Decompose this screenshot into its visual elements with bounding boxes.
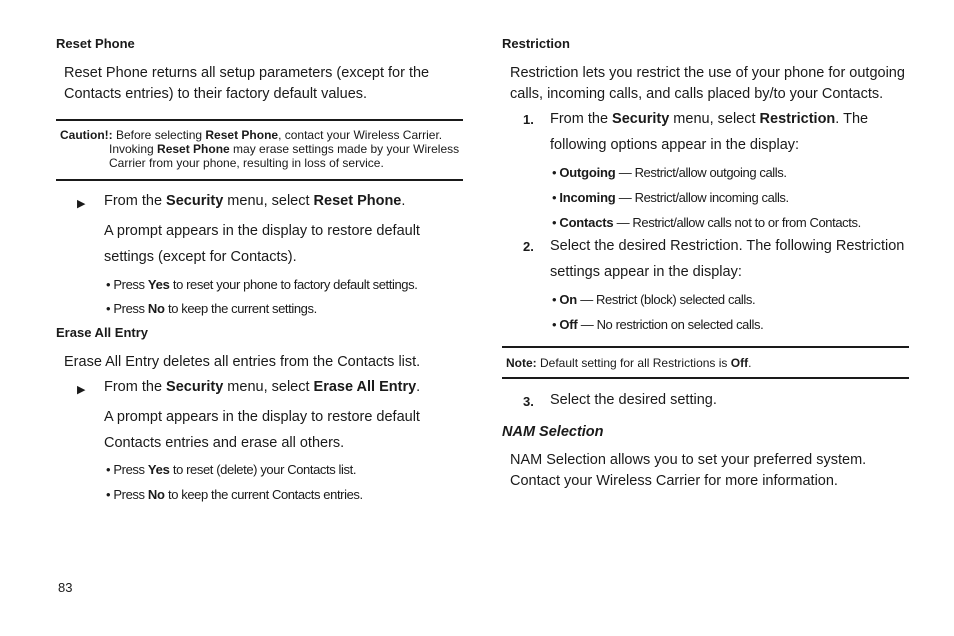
restriction-step-1: [550, 106, 908, 158]
option-text: — Restrict/allow calls not to or from Contacts.: [613, 215, 861, 230]
list-item: • Incoming — Restrict/allow incoming calls.: [552, 190, 789, 205]
triangle-bullet-icon: ▶: [77, 384, 86, 396]
menu-security: Security: [166, 379, 224, 395]
restriction-step-3: Select the desired setting.: [550, 392, 717, 408]
option-incoming: Incoming: [559, 190, 616, 205]
menu-security: Security: [166, 193, 224, 209]
caution-text: Before selecting: [116, 128, 206, 142]
step-text: menu, select: [223, 193, 314, 209]
menu-reset-phone: Reset Phone: [313, 193, 402, 209]
nam-intro: NAM Selection allows you to set your preferred system. Contact your Wireless Carrier for more information.: [510, 452, 867, 489]
step-text: From the: [104, 379, 167, 395]
page-number: 83: [58, 580, 73, 595]
note-bottom-rule: [502, 377, 909, 379]
key-no: No: [147, 487, 165, 502]
step-text: From the: [104, 193, 167, 209]
restriction-intro: Restriction lets you restrict the use of your phone for outgoing calls, incoming calls, and calls placed by/to your Contacts.: [510, 65, 905, 102]
step-number: 1.: [523, 112, 534, 127]
caution-text: , contact your Wireless Carrier.: [278, 128, 443, 142]
section-heading-reset-phone: Reset Phone: [56, 36, 135, 51]
step-text: .: [401, 193, 406, 209]
bullet-text: to keep the current Contacts entries.: [164, 487, 363, 502]
step-number: 3.: [523, 394, 534, 409]
reset-phone-prompt: A prompt appears in the display to restore default settings (except for Contacts).: [104, 223, 420, 265]
bullet-text: Press: [113, 301, 148, 316]
erase-all-prompt: A prompt appears in the display to restore default Contacts entries and erase all others.: [104, 409, 420, 451]
list-item: • On — Restrict (block) selected calls.: [552, 292, 756, 307]
bullet-text: Press: [113, 462, 148, 477]
bullet-text: Press: [113, 277, 148, 292]
step-text: . The following options appear in the display:: [550, 111, 869, 153]
step-text: From the: [550, 111, 613, 127]
note-text: .: [748, 356, 752, 370]
note-box: [506, 356, 751, 370]
list-item: • Outgoing — Restrict/allow outgoing calls.: [552, 165, 787, 180]
caution-text: Invoking: [109, 142, 158, 156]
step-text: menu, select: [223, 379, 314, 395]
list-item: • Press No to keep the current Contacts entries.: [106, 487, 363, 502]
caution-text: may erase settings made by your Wireless: [229, 142, 460, 156]
list-item: • Off — No restriction on selected calls.: [552, 317, 764, 332]
bullet-text: to reset (delete) your Contacts list.: [169, 462, 357, 477]
option-outgoing: Outgoing: [559, 165, 616, 180]
note-top-rule: [502, 346, 909, 348]
key-yes: Yes: [147, 277, 170, 292]
reset-phone-step: [104, 193, 405, 209]
caution-bottom-rule: [56, 179, 463, 181]
section-heading-erase-all: Erase All Entry: [56, 325, 149, 340]
menu-security: Security: [612, 111, 670, 127]
list-item: • Press Yes to reset your phone to factory default settings.: [106, 277, 418, 292]
caution-bold: Reset Phone: [205, 128, 279, 142]
list-item: • Press No to keep the current settings.: [106, 301, 317, 316]
option-contacts: Contacts: [559, 215, 614, 230]
setting-text: — No restriction on selected calls.: [577, 317, 764, 332]
caution-top-rule: [56, 119, 463, 121]
erase-all-step: [104, 379, 420, 395]
step-text: .: [416, 379, 421, 395]
key-no: No: [147, 301, 165, 316]
section-heading-nam: NAM Selection: [502, 424, 604, 440]
menu-erase-all: Erase All Entry: [313, 379, 417, 395]
setting-on: On: [559, 292, 578, 307]
caution-bold: Reset Phone: [157, 142, 230, 156]
section-heading-restriction: Restriction: [502, 36, 570, 51]
note-label: Note:: [506, 356, 537, 370]
caution-box: [60, 128, 459, 170]
list-item: • Press Yes to reset (delete) your Contacts list.: [106, 462, 357, 477]
triangle-bullet-icon: ▶: [77, 198, 86, 210]
erase-all-intro: Erase All Entry deletes all entries from the Contacts list.: [64, 354, 421, 370]
step-text: menu, select: [669, 111, 760, 127]
restriction-step-2: Select the desired Restriction. The following Restriction settings appear in the display:: [550, 238, 905, 280]
note-text: Default setting for all Restrictions is: [536, 356, 731, 370]
key-yes: Yes: [147, 462, 170, 477]
menu-restriction: Restriction: [759, 111, 836, 127]
caution-label: Caution!:: [60, 128, 113, 142]
bullet-text: to reset your phone to factory default settings.: [169, 277, 418, 292]
option-text: — Restrict/allow incoming calls.: [615, 190, 789, 205]
step-number: 2.: [523, 239, 534, 254]
note-key-off: Off: [730, 356, 749, 370]
list-item: • Contacts — Restrict/allow calls not to or from Contacts.: [552, 215, 861, 230]
bullet-text: Press: [113, 487, 148, 502]
reset-phone-intro: Reset Phone returns all setup parameters (except for the Contacts entries) to their factory default values.: [64, 65, 430, 102]
setting-off: Off: [559, 317, 578, 332]
caution-text: Carrier from your phone, resulting in loss of service.: [109, 156, 384, 170]
option-text: — Restrict/allow outgoing calls.: [615, 165, 787, 180]
setting-text: — Restrict (block) selected calls.: [577, 292, 756, 307]
bullet-text: to keep the current settings.: [164, 301, 317, 316]
